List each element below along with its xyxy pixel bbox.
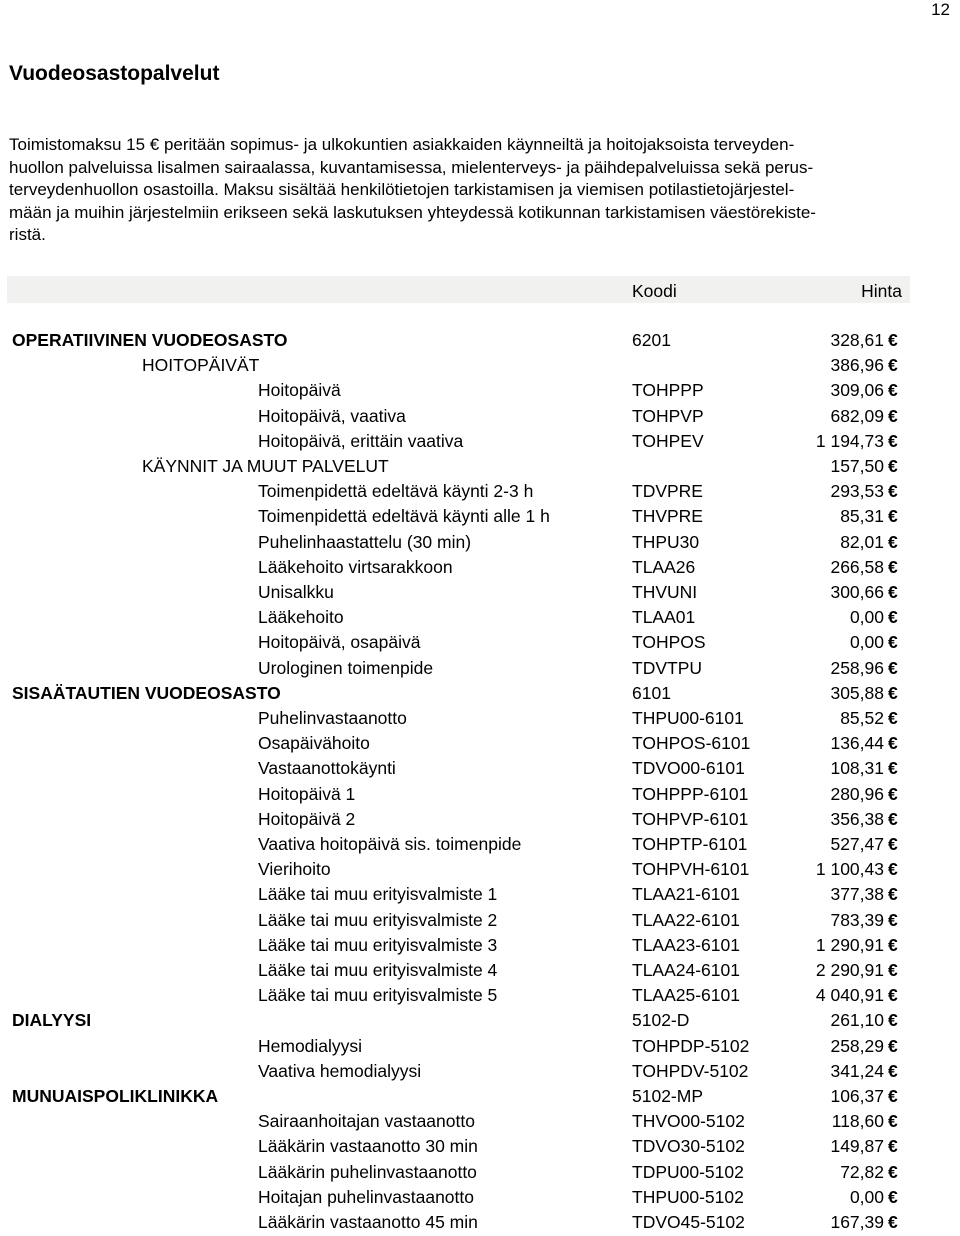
euro-sign: € [888, 960, 898, 980]
table-row [0, 834, 960, 858]
service-price: 280,96 [830, 783, 884, 804]
service-code: TLAA23-6101 [632, 934, 740, 955]
section-row [0, 1010, 960, 1034]
table-row [0, 1162, 960, 1186]
subsection-row [0, 456, 960, 480]
service-code: 6101 [632, 682, 671, 703]
euro-sign: € [888, 456, 898, 476]
service-code: TOHPVP-6101 [632, 808, 749, 829]
service-price: 1 100,43 [815, 859, 884, 880]
service-name: Lääke tai muu erityisvalmiste 5 [258, 985, 498, 1006]
service-name: Sairaanhoitajan vastaanotto [258, 1111, 475, 1132]
service-price: 300,66 [830, 582, 884, 602]
table-row [0, 758, 960, 782]
service-name: HOITOPÄIVÄT [142, 355, 260, 376]
euro-sign: € [888, 985, 898, 1006]
table-row [0, 582, 960, 606]
euro-sign: € [888, 808, 898, 829]
service-price: 2 290,91 [815, 960, 884, 980]
column-header-code: Koodi [632, 281, 677, 301]
service-name: Osapäivähoito [258, 733, 370, 754]
service-code: TDVO30-5102 [632, 1136, 745, 1157]
euro-sign: € [888, 1035, 898, 1056]
section-row [0, 330, 960, 354]
service-name: Lääkärin vastaanotto 45 min [258, 1212, 478, 1232]
service-code: THPU00-5102 [632, 1186, 744, 1207]
service-price: 118,60 [831, 1111, 884, 1132]
euro-sign: € [888, 405, 898, 426]
table-row [0, 1136, 960, 1160]
table-row [0, 481, 960, 505]
service-name: Lääkärin puhelinvastaanotto [258, 1161, 477, 1182]
service-price: 682,09 [830, 405, 884, 426]
service-code: THPU30 [632, 531, 700, 552]
service-name: Lääke tai muu erityisvalmiste 4 [258, 960, 498, 980]
euro-sign: € [888, 1161, 898, 1182]
table-row [0, 809, 960, 833]
service-code: TOHPPP-6101 [632, 783, 749, 804]
euro-sign: € [888, 1086, 898, 1106]
euro-sign: € [888, 909, 898, 930]
service-price: 167,39 [830, 1212, 884, 1232]
service-code: 5102-MP [632, 1086, 704, 1106]
service-name: Vastaanottokäynti [258, 758, 396, 779]
service-price: 85,31 [840, 506, 884, 527]
service-price: 293,53 [830, 481, 884, 502]
service-code: THVO00-5102 [632, 1111, 745, 1132]
euro-sign: € [888, 758, 898, 779]
table-row [0, 658, 960, 682]
section-row [0, 1086, 960, 1110]
service-code: TLAA01 [632, 607, 696, 628]
euro-sign: € [888, 330, 898, 350]
table-row [0, 708, 960, 732]
service-code: TOHPVP [632, 405, 704, 426]
service-name: Toimenpidettä edeltävä käynti alle 1 h [258, 506, 550, 527]
euro-sign: € [888, 380, 898, 401]
service-price: 341,24 [830, 1060, 884, 1081]
table-row [0, 632, 960, 656]
service-code: TOHPVH-6101 [632, 859, 750, 880]
service-price: 527,47 [830, 834, 884, 854]
subsection-row [0, 355, 960, 379]
euro-sign: € [888, 481, 898, 502]
service-price: 377,38 [830, 884, 884, 905]
service-code: TOHPDV-5102 [632, 1060, 749, 1081]
intro-line: ristä. [9, 225, 46, 244]
euro-sign: € [888, 1060, 898, 1081]
service-price: 386,96 [830, 355, 884, 376]
service-price: 85,52 [840, 708, 884, 728]
service-code: TOHPTP-6101 [632, 834, 748, 854]
service-name: Puhelinvastaanotto [258, 708, 407, 728]
table-row [0, 935, 960, 959]
intro-line: terveydenhuollon osastoilla. Maksu sisältää henkilötietojen tarkistamisen ja viemisen potilastietojärjestel- [9, 180, 795, 199]
service-name: MUNUAISPOLIKLINIKKA [12, 1086, 219, 1106]
service-price: 0,00 [849, 607, 884, 628]
service-name: Hoitopäivä, erittäin vaativa [258, 430, 464, 451]
service-name: Lääkehoito [258, 607, 344, 628]
euro-sign: € [888, 682, 898, 703]
service-price: 136,44 [830, 733, 884, 754]
table-row [0, 884, 960, 908]
service-price: 1 290,91 [815, 934, 884, 955]
table-row [0, 784, 960, 808]
euro-sign: € [888, 834, 898, 854]
service-name: Hemodialyysi [258, 1035, 363, 1056]
service-price: 106,37 [830, 1086, 884, 1106]
table-row [0, 1036, 960, 1060]
table-row [0, 960, 960, 984]
service-code: 5102-D [632, 1010, 690, 1031]
euro-sign: € [888, 783, 898, 804]
service-price: 82,01 [840, 531, 884, 552]
service-price: 261,10 [830, 1010, 884, 1031]
page-title: Vuodeosastopalvelut [9, 62, 220, 85]
service-code: TLAA21-6101 [632, 884, 740, 905]
service-price: 356,38 [830, 808, 884, 829]
column-header-price: Hinta [861, 281, 902, 301]
service-name: DIALYYSI [12, 1010, 92, 1031]
service-code: TDVO00-6101 [632, 758, 745, 779]
service-price: 149,87 [830, 1136, 884, 1157]
service-code: TOHPOS-6101 [632, 733, 751, 754]
service-code: TLAA25-6101 [632, 985, 740, 1006]
service-price: 72,82 [840, 1161, 884, 1182]
service-name: Hoitopäivä, osapäivä [258, 632, 421, 653]
service-code: TLAA22-6101 [632, 909, 740, 930]
service-price: 4 040,91 [815, 985, 884, 1006]
euro-sign: € [888, 355, 898, 376]
table-row [0, 607, 960, 631]
table-row [0, 380, 960, 404]
service-name: Toimenpidettä edeltävä käynti 2-3 h [258, 481, 534, 502]
service-code: TDVPRE [632, 481, 703, 502]
service-name: Hoitopäivä [258, 380, 341, 401]
service-price: 0,00 [849, 632, 884, 653]
euro-sign: € [888, 632, 898, 653]
euro-sign: € [888, 1136, 898, 1157]
service-price: 157,50 [830, 456, 884, 476]
page-number: 12 [931, 0, 950, 19]
service-code: THVUNI [632, 582, 698, 602]
service-name: Vierihoito [258, 859, 331, 880]
euro-sign: € [888, 430, 898, 451]
service-price: 328,61 [830, 330, 884, 350]
euro-sign: € [888, 657, 898, 678]
service-code: THVPRE [632, 506, 703, 527]
euro-sign: € [888, 733, 898, 754]
euro-sign: € [888, 582, 898, 602]
section-row [0, 683, 960, 707]
service-code: THPU00-6101 [632, 708, 744, 728]
euro-sign: € [888, 556, 898, 577]
service-code: 6201 [632, 330, 671, 350]
service-code: TOHPPP [632, 380, 704, 401]
service-name: KÄYNNIT JA MUUT PALVELUT [142, 456, 389, 476]
service-code: TOHPDP-5102 [632, 1035, 750, 1056]
intro-paragraph [9, 134, 949, 247]
euro-sign: € [888, 1186, 898, 1207]
service-name: Lääke tai muu erityisvalmiste 2 [258, 909, 498, 930]
euro-sign: € [888, 607, 898, 628]
euro-sign: € [888, 859, 898, 880]
table-row [0, 406, 960, 430]
table-row [0, 532, 960, 556]
service-price: 108,31 [830, 758, 884, 779]
service-price: 258,96 [830, 657, 884, 678]
service-code: TLAA26 [632, 556, 696, 577]
euro-sign: € [888, 1010, 898, 1031]
service-price: 258,29 [830, 1035, 884, 1056]
table-row [0, 859, 960, 883]
service-code: TDVTPU [632, 657, 702, 678]
service-name: Vaativa hoitopäivä sis. toimenpide [258, 834, 522, 854]
euro-sign: € [888, 1212, 898, 1232]
service-price: 0,00 [849, 1186, 884, 1207]
service-price: 783,39 [830, 909, 884, 930]
service-name: Lääkärin vastaanotto 30 min [258, 1136, 478, 1157]
service-name: Hoitopäivä 2 [258, 808, 356, 829]
intro-line: mään ja muihin järjestelmiin erikseen sekä laskutuksen yhteydessä kotikunnan tarkistamisen väestörekiste- [9, 202, 816, 222]
table-row [0, 557, 960, 581]
service-name: SISAÄTAUTIEN VUODEOSASTO [12, 682, 281, 703]
service-name: Hoitopäivä 1 [258, 783, 356, 804]
service-code: TOHPOS [632, 632, 706, 653]
service-name: Vaativa hemodialyysi [258, 1060, 422, 1081]
service-name: Lääkehoito virtsarakkoon [258, 556, 453, 577]
table-row [0, 1111, 960, 1135]
euro-sign: € [888, 1111, 898, 1132]
table-row [0, 1212, 960, 1236]
service-code: TLAA24-6101 [632, 960, 740, 980]
table-row [0, 910, 960, 934]
price-table-header [7, 276, 910, 303]
intro-line: Toimistomaksu 15 € peritään sopimus- ja ulkokuntien asiakkaiden käynneiltä ja hoitojaksoista terveyden- [9, 135, 795, 154]
service-name: Lääke tai muu erityisvalmiste 3 [258, 934, 498, 955]
service-name: Urologinen toimenpide [258, 657, 434, 678]
euro-sign: € [888, 884, 898, 905]
euro-sign: € [888, 934, 898, 955]
table-row [0, 506, 960, 530]
service-price: 1 194,73 [815, 430, 884, 451]
table-row [0, 733, 960, 757]
euro-sign: € [888, 506, 898, 527]
service-code: TDVO45-5102 [632, 1212, 745, 1232]
service-name: OPERATIIVINEN VUODEOSASTO [12, 330, 288, 350]
table-row [0, 985, 960, 1009]
service-name: Lääke tai muu erityisvalmiste 1 [258, 884, 498, 905]
intro-line: huollon palveluissa lisalmen sairaalassa, kuvantamisessa, mielenterveys- ja päihdepalveluissa sekä perus- [9, 157, 814, 177]
service-price: 309,06 [830, 380, 884, 401]
euro-sign: € [888, 531, 898, 552]
service-code: TOHPEV [632, 430, 704, 451]
service-price: 266,58 [830, 556, 884, 577]
euro-sign: € [888, 708, 898, 728]
service-name: Puhelinhaastattelu (30 min) [258, 531, 472, 552]
service-name: Hoitajan puhelinvastaanotto [258, 1186, 474, 1207]
service-price: 305,88 [830, 682, 884, 703]
table-row [0, 431, 960, 455]
service-name: Unisalkku [258, 582, 334, 602]
table-row [0, 1187, 960, 1211]
service-code: TDPU00-5102 [632, 1161, 744, 1182]
service-name: Hoitopäivä, vaativa [258, 405, 406, 426]
table-row [0, 1061, 960, 1085]
